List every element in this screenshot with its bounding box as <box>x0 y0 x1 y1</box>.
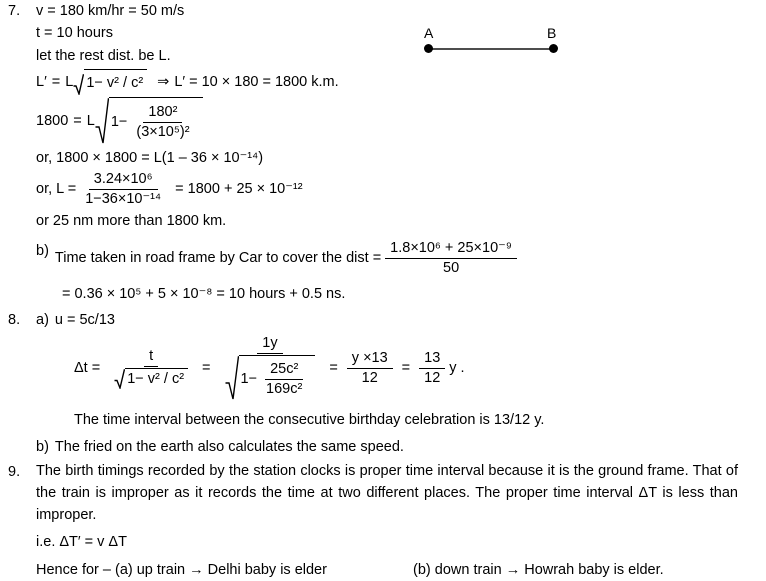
fraction-numerator: 13 <box>419 350 445 369</box>
problem-8 <box>0 309 766 458</box>
problem-9-body <box>36 461 766 581</box>
fraction-numerator: 3.24×10⁶ <box>89 171 158 190</box>
problem-9-conclusion-a: Hence for – (a) up train → Delhi baby is elder <box>36 561 327 578</box>
problem-7-expanded-equation: or, 1800 × 1800 = L(1 – 36 × 10⁻¹⁴) <box>36 149 264 166</box>
fraction-numerator: t <box>144 348 158 367</box>
problem-7-part-b-result: = 0.36 × 10⁵ + 5 × 10⁻⁸ = 10 hours + 0.5 ns. <box>62 285 346 302</box>
fraction-denominator: (3×10⁵)² <box>136 123 190 140</box>
problem-7-solve-for-l <box>36 171 766 207</box>
fraction <box>80 171 166 207</box>
coefficient-l: L <box>86 112 95 129</box>
fraction-numerator: 1.8×10⁶ + 25×10⁻⁹ <box>385 240 517 259</box>
equals-sign: = <box>329 359 338 376</box>
coefficient-l: L <box>65 73 74 90</box>
fraction-numerator: 25c² <box>265 361 303 380</box>
problem-7-part-b-body <box>55 240 521 276</box>
fraction-denominator <box>220 354 321 401</box>
fraction <box>220 335 321 401</box>
fraction <box>419 350 445 386</box>
sqrt-expression <box>73 69 147 94</box>
point-a-label: A <box>424 25 434 41</box>
sqrt-expression <box>225 355 316 401</box>
fraction-numerator: 1y <box>257 335 282 354</box>
fraction <box>347 350 393 386</box>
problem-9-paragraph: The birth timings recorded by the station clocks is proper time interval because it is the ground frame. That of the train is improper as it records the time at two different places. The proper time interval ΔT is less than improper. <box>36 463 738 523</box>
problem-7-number: 7. <box>8 3 21 19</box>
fraction <box>109 348 193 389</box>
problem-7-assumption: let the rest dist. be L. <box>36 47 171 64</box>
one-minus: 1− <box>240 371 258 388</box>
problem-8-number: 8. <box>8 311 21 328</box>
radicand: 1− v² / c² <box>84 69 147 94</box>
equals-sign: = <box>73 112 82 129</box>
problem-7-body <box>36 0 766 305</box>
problem-9-relation: i.e. ΔT′ = v ΔT <box>36 534 127 551</box>
lhs-l-prime: L′ <box>36 73 47 90</box>
problem-8-given: u = 5c/13 <box>54 311 115 328</box>
problem-8-part-b <box>36 436 766 458</box>
segment-line <box>428 48 554 50</box>
segment-ab-diagram <box>424 26 564 62</box>
problem-8-part-a-label: a) <box>36 311 49 328</box>
delta-t-lhs: Δt = <box>74 359 101 376</box>
point-b-label: B <box>547 25 557 41</box>
fraction-denominator: 12 <box>424 369 441 386</box>
fraction-denominator <box>109 367 193 389</box>
contraction-result: L′ = 10 × 180 = 1800 k.m. <box>174 73 339 90</box>
problem-7-substituted-equation <box>36 97 766 145</box>
fraction-denominator: 169c² <box>266 381 303 398</box>
sqrt-expression <box>95 97 203 145</box>
fraction-denominator: 1−36×10⁻¹⁴ <box>85 191 162 208</box>
point-a-dot <box>424 44 433 53</box>
problem-9 <box>0 461 766 581</box>
problem-9-conclusion-b: (b) down train → Howrah baby is elder. <box>413 561 664 578</box>
problem-8-statement: The time interval between the consecutive birthday celebration is 13/12 y. <box>74 412 545 429</box>
problem-8-time-dilation-equation <box>36 335 766 401</box>
radicand <box>109 97 203 145</box>
fraction <box>131 104 194 140</box>
solve-suffix: = 1800 + 25 × 10⁻¹² <box>175 181 303 198</box>
one-minus: 1− <box>110 114 128 131</box>
equals-sign: = <box>51 73 61 90</box>
fraction-denominator: 50 <box>443 259 460 276</box>
radical-sign-icon <box>225 355 239 401</box>
problem-7-part-b-label: b) <box>36 243 49 260</box>
equals-sign: = <box>202 359 211 376</box>
problem-7-length-contraction-equation <box>36 69 766 94</box>
fraction-numerator: y ×13 <box>347 350 393 369</box>
radicand: 1− v² / c² <box>125 368 188 389</box>
problem-8-part-b-text: The fried on the earth also calculates the same speed. <box>54 438 404 455</box>
equals-sign: = <box>401 359 411 376</box>
equation-tail: y . <box>449 359 465 376</box>
lhs-1800: 1800 <box>36 112 69 129</box>
problem-7-conclusion: or 25 nm more than 1800 km. <box>36 212 227 229</box>
solve-prefix: or, L = <box>36 181 77 198</box>
problem-8-part-a <box>36 309 766 331</box>
problem-8-body <box>36 309 766 458</box>
fraction-numerator: 180² <box>143 104 182 123</box>
implies-arrow-icon: ⇒ <box>157 73 170 90</box>
problem-8-part-b-label: b) <box>36 438 49 455</box>
point-b-dot <box>549 44 558 53</box>
part-b-text: Time taken in road frame by Car to cover the dist = <box>54 249 382 266</box>
radical-sign-icon <box>95 97 109 145</box>
fraction <box>385 240 517 276</box>
problem-7-time: t = 10 hours <box>36 25 113 42</box>
radicand <box>239 355 316 401</box>
problem-9-number: 9. <box>8 464 21 481</box>
inner-fraction <box>261 361 307 397</box>
sqrt-expression <box>114 368 188 389</box>
fraction-denominator: 12 <box>361 369 378 386</box>
problem-7-part-b <box>36 240 766 276</box>
problem-7-velocity: v = 180 km/hr = 50 m/s <box>36 3 185 19</box>
radical-sign-icon <box>73 69 84 94</box>
radical-sign-icon <box>114 368 125 389</box>
